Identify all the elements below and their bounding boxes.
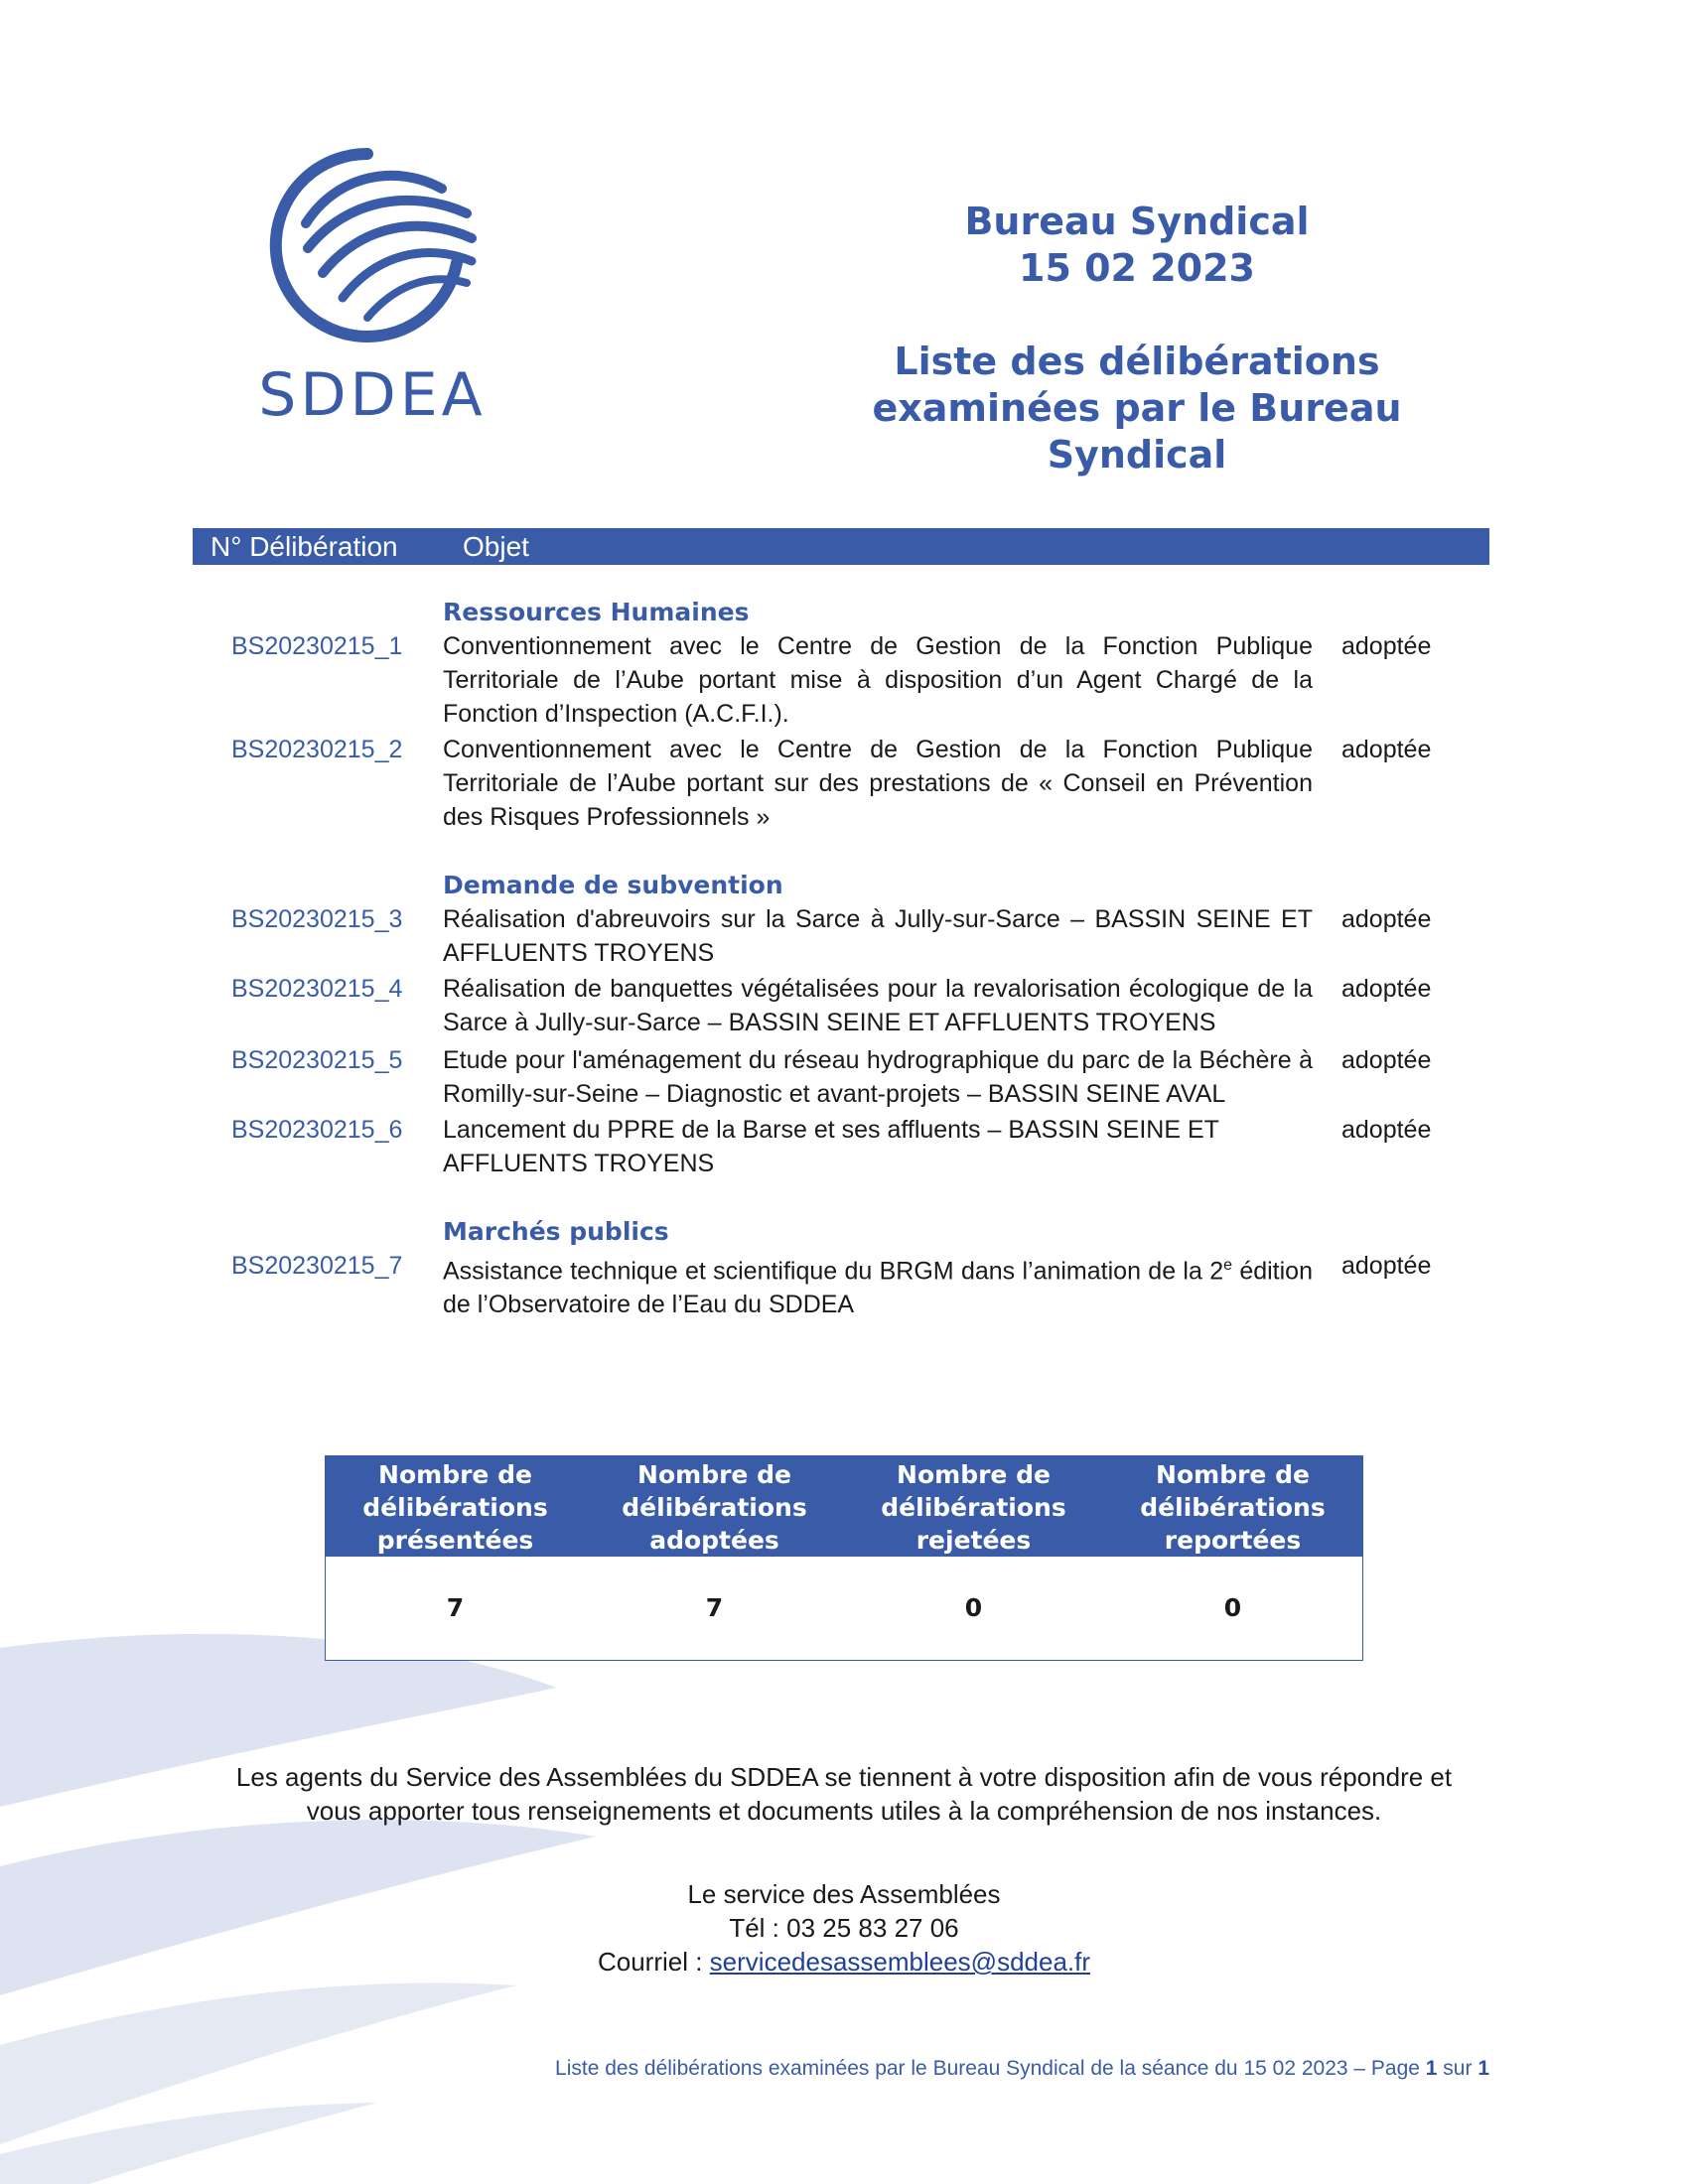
deliberation-object: Lancement du PPRE de la Barse et ses affluents – BASSIN SEINE ET AFFLUENTS TROYENS xyxy=(443,1116,1219,1177)
deliberation-number: BS20230215_7 xyxy=(231,1252,403,1280)
stats-header-adopted: Nombre de délibérations adoptées xyxy=(622,1460,807,1555)
stats-value-postponed: 0 xyxy=(1223,1593,1242,1622)
deliberation-status: adoptée xyxy=(1341,736,1432,763)
deliberation-row xyxy=(0,1249,1688,1321)
stats-header-row xyxy=(326,1456,1362,1557)
contact-email-link[interactable]: servicedesassemblees@sddea.fr xyxy=(709,1947,1091,1977)
stats-value-rejected: 0 xyxy=(964,1593,983,1622)
logo-wordmark: SDDEA xyxy=(258,360,487,430)
deliberation-number: BS20230215_3 xyxy=(231,905,403,933)
deliberation-number: BS20230215_5 xyxy=(231,1046,403,1074)
deliberation-row xyxy=(0,733,1688,834)
column-header-object: Objet xyxy=(463,531,529,562)
deliberation-object: Assistance technique et scientifique du BRGM dans l’animation de la 2e édition de l’Observatoire de l’Eau du SDDEA xyxy=(443,1257,1313,1319)
availability-note: Les agents du Service des Assemblées du SDDEA se tiennent à votre disposition afin de vous répondre et vous apporter tous renseignements et documents utiles à la compréhension de nos instances. xyxy=(235,1762,1453,1826)
deliberation-status: adoptée xyxy=(1341,632,1432,660)
meeting-date: 15 02 2023 xyxy=(1019,246,1255,290)
meeting-title: Bureau Syndical xyxy=(964,200,1310,243)
deliberation-object: Conventionnement avec le Centre de Gestion de la Fonction Publique Territoriale de l’Aube portant sur des prestations de « Conseil en Prévention des Risques Professionnels » xyxy=(443,736,1313,831)
page-number: 1 xyxy=(1425,2057,1438,2080)
sddea-wave-emblem-icon xyxy=(268,144,477,342)
deliberation-status: adoptée xyxy=(1341,1252,1432,1280)
document-title-line1: Liste des délibérations xyxy=(894,340,1380,383)
section-ressources-humaines xyxy=(0,596,1688,834)
deliberation-number: BS20230215_6 xyxy=(231,1116,403,1144)
stats-header-presented: Nombre de délibérations présentées xyxy=(362,1460,548,1555)
deliberation-number: BS20230215_1 xyxy=(231,632,403,660)
deliberation-row xyxy=(0,1113,1688,1180)
deliberation-row xyxy=(0,902,1688,970)
stats-value-presented: 7 xyxy=(446,1593,465,1622)
contact-phone: Tél : 03 25 83 27 06 xyxy=(729,1913,959,1943)
page-footer: Liste des délibérations examinées par le Bureau Syndical de la séance du 15 02 2023 – Page 1 sur 1 xyxy=(555,2057,1489,2080)
section-title: Demande de subvention xyxy=(443,871,783,899)
deliberation-status: adoptée xyxy=(1341,975,1432,1003)
document-title-line2: examinées par le Bureau Syndical xyxy=(872,386,1402,477)
deliberation-row xyxy=(0,1043,1688,1111)
stats-header-postponed: Nombre de délibérations reportées xyxy=(1140,1460,1326,1555)
deliberation-object: Etude pour l'aménagement du réseau hydrographique du parc de la Béchère à Romilly-sur-Seine – Diagnostic et avant-projets – BASSIN SEINE AVAL xyxy=(443,1046,1313,1108)
deliberation-object: Réalisation d'abreuvoirs sur la Sarce à Jully-sur-Sarce – BASSIN SEINE ET AFFLUENTS TROYENS xyxy=(443,905,1313,967)
section-title: Marchés publics xyxy=(443,1217,669,1246)
deliberation-object: Conventionnement avec le Centre de Gestion de la Fonction Publique Territoriale de l’Aube portant mise à disposition d’un Agent Chargé de la Fonction d’Inspection (A.C.F.I.). xyxy=(443,632,1313,728)
deliberation-row xyxy=(0,629,1688,731)
section-title: Ressources Humaines xyxy=(443,598,750,626)
deliberation-number: BS20230215_2 xyxy=(231,736,403,763)
deliberation-status: adoptée xyxy=(1341,905,1432,933)
stats-values-row xyxy=(326,1557,1362,1660)
contact-service: Le service des Assemblées xyxy=(687,1879,1001,1909)
deliberation-stats-table xyxy=(325,1455,1363,1661)
deliberation-object: Réalisation de banquettes végétalisées pour la revalorisation écologique de la Sarce à Jully-sur-Sarce – BASSIN SEINE ET AFFLUENTS TROYENS xyxy=(443,975,1313,1036)
deliberation-status: adoptée xyxy=(1341,1046,1432,1074)
deliberation-row xyxy=(0,972,1688,1039)
contact-block xyxy=(447,1877,1241,1979)
contact-email-line: Courriel : servicedesassemblees@sddea.fr xyxy=(597,1947,1091,1977)
sddea-logo xyxy=(253,144,492,432)
deliberation-status: adoptée xyxy=(1341,1116,1432,1144)
stats-header-rejected: Nombre de délibérations rejetées xyxy=(881,1460,1066,1555)
superscript-ordinal: e xyxy=(1223,1257,1232,1274)
deliberations-list xyxy=(0,596,1688,1321)
deliberation-number: BS20230215_4 xyxy=(231,975,403,1003)
document-header xyxy=(794,199,1479,478)
section-demande-de-subvention xyxy=(0,869,1688,1180)
deliberations-table-header xyxy=(193,528,1489,565)
column-header-number: N° Délibération xyxy=(211,531,398,562)
section-marches-publics xyxy=(0,1215,1688,1321)
stats-value-adopted: 7 xyxy=(705,1593,724,1622)
page-total: 1 xyxy=(1477,2057,1489,2080)
